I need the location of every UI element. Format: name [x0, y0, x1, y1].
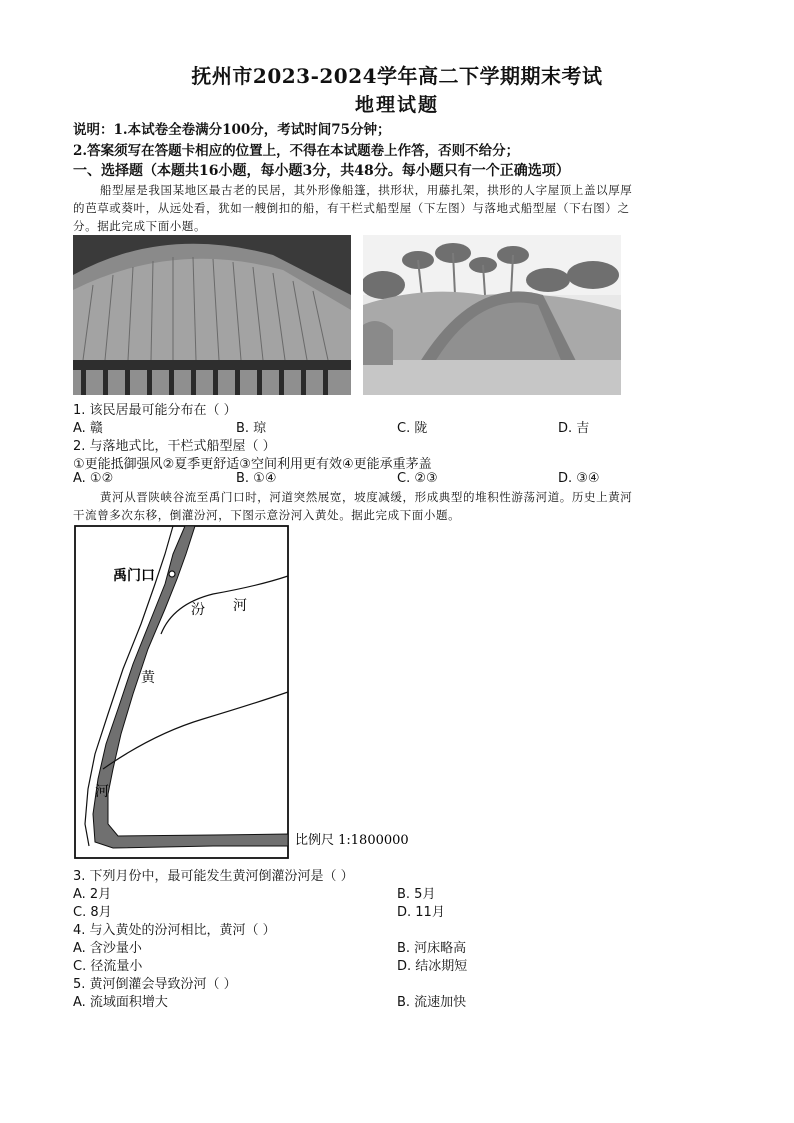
passage1-line-2: 的芭草或葵叶，从远处看，犹如一艘倒扣的船，有干栏式船型屋（下左图）与落地式船型屋（下右图）之	[73, 201, 630, 215]
q2-option-c[interactable]: C. ②③	[397, 471, 438, 486]
q4-option-d[interactable]: D. 结冰期短	[397, 959, 468, 974]
stilt-house-photo	[73, 235, 351, 395]
q3-option-a[interactable]: A. 2月	[73, 887, 112, 902]
q2-option-d[interactable]: D. ③④	[558, 471, 600, 486]
fen-river-map	[73, 524, 433, 860]
ground-house-photo	[363, 235, 621, 395]
q5-option-b[interactable]: B. 流速加快	[397, 995, 467, 1010]
instruction-line-1: 说明：1.本试卷全卷满分100分，考试时间75分钟；	[73, 122, 391, 138]
q1-option-c[interactable]: C. 陇	[397, 421, 428, 436]
yumenkou-marker	[169, 571, 175, 577]
label-he-fen: 河	[233, 598, 247, 614]
q1-option-b[interactable]: B. 琼	[236, 421, 267, 436]
stilt-house-image	[73, 235, 351, 395]
q4-option-b[interactable]: B. 河床略高	[397, 941, 467, 956]
label-fen: 汾	[191, 602, 205, 618]
q3-option-d[interactable]: D. 11月	[397, 905, 445, 920]
q3-option-c[interactable]: C. 8月	[73, 905, 112, 920]
q3-option-b[interactable]: B. 5月	[397, 887, 436, 902]
q2-stem: 2. 与落地式比，干栏式船型屋（ ）	[73, 439, 276, 454]
q1-stem: 1. 该民居最可能分布在（ ）	[73, 403, 237, 418]
passage2-line-2: 干流曾多次东移，倒灌汾河，下图示意汾河入黄处。据此完成下面小题。	[73, 508, 461, 522]
q3-stem: 3. 下列月份中，最可能发生黄河倒灌汾河是（ ）	[73, 869, 354, 884]
q5-option-a[interactable]: A. 流域面积增大	[73, 995, 168, 1010]
q2-option-b[interactable]: B. ①④	[236, 471, 277, 486]
q1-option-d[interactable]: D. 吉	[558, 421, 590, 436]
q2-option-a[interactable]: A. ①②	[73, 471, 114, 486]
q4-stem: 4. 与入黄处的汾河相比，黄河（ ）	[73, 923, 276, 938]
q2-statements: ①更能抵御强风②夏季更舒适③空间利用更有效④更能承重茅盖	[73, 457, 432, 472]
q4-option-a[interactable]: A. 含沙量小	[73, 941, 142, 956]
q4-option-c[interactable]: C. 径流量小	[73, 959, 143, 974]
instruction-line-2: 2.答案须写在答题卡相应的位置上，不得在本试题卷上作答，否则不给分；	[73, 143, 520, 159]
section-heading: 一、选择题（本题共16小题，每小题3分，共48分。每小题只有一个正确选项）	[73, 163, 570, 179]
label-huang: 黄	[141, 670, 155, 686]
exam-subtitle: 地理试题	[354, 94, 439, 116]
exam-title: 抚州市2023-2024学年高二下学期期末考试	[191, 64, 603, 88]
ground-house-image	[363, 235, 621, 395]
q5-stem: 5. 黄河倒灌会导致汾河（ ）	[73, 977, 237, 992]
passage1-line-3: 分。据此完成下面小题。	[73, 219, 207, 233]
label-he-huang: 河	[95, 784, 109, 800]
map-scale: 比例尺 1:1800000	[295, 833, 409, 848]
label-yumenkou: 禹门口	[113, 568, 155, 584]
passage2-line-1: 黄河从晋陕峡谷流至禹门口时，河道突然展宽，坡度减缓，形成典型的堆积性游荡河道。历史上黄河	[100, 490, 633, 504]
q1-option-a[interactable]: A. 赣	[73, 421, 103, 436]
passage1-line-1: 船型屋是我国某地区最古老的民居，其外形像船篷，拱形状，用藤扎架，拱形的人字屋顶上盖以厚厚	[100, 183, 633, 197]
